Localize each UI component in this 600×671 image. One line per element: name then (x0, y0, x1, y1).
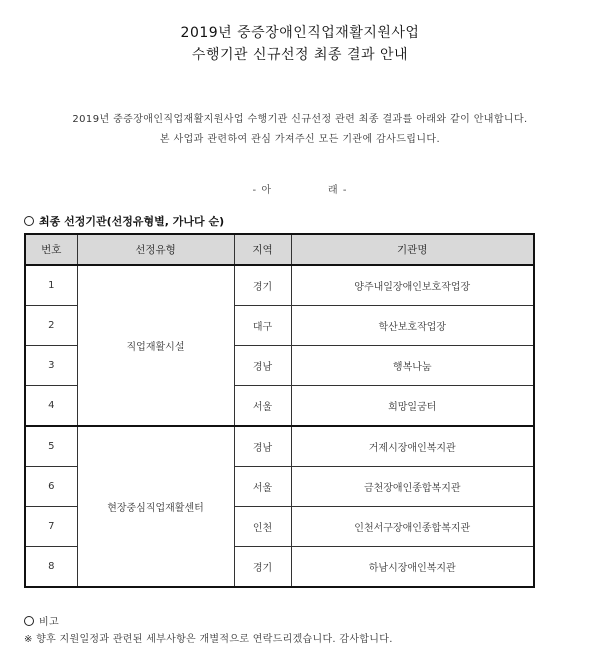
cell-name: 희망일굼터 (291, 386, 534, 427)
below-heading (0, 181, 600, 196)
cell-no: 5 (25, 426, 77, 467)
cell-region: 경남 (234, 346, 291, 386)
notes-heading-label: 비고 (39, 617, 59, 628)
cell-region: 경기 (234, 265, 291, 306)
cell-no: 1 (25, 265, 77, 306)
header-region: 지역 (234, 234, 291, 265)
section-heading (24, 213, 224, 229)
cell-name: 학산보호작업장 (291, 306, 534, 346)
cell-name: 하남시장애인복지관 (291, 547, 534, 588)
cell-no: 7 (25, 507, 77, 547)
notes-text: ※ 향후 지원일정과 관련된 세부사항은 개별적으로 연락드리겠습니다. 감사합니다. (24, 634, 393, 645)
section-title: 최종 선정기관(선정유형별, 가나다 순) (39, 215, 225, 228)
intro-line2: 본 사업과 관련하여 관심 가져주신 모든 기관에 감사드립니다. (159, 134, 441, 145)
cell-region: 서울 (234, 467, 291, 507)
cell-region: 대구 (234, 306, 291, 346)
intro-line1: 2019년 중증장애인직업재활지원사업 수행기관 신규선정 관련 최종 결과를 아래와 같이 안내합니다. (72, 114, 528, 125)
cell-region: 서울 (234, 386, 291, 427)
page-title-line2: 수행기관 신규선정 최종 결과 안내 (191, 47, 409, 63)
table-header-row (25, 234, 534, 265)
cell-region: 경남 (234, 426, 291, 467)
cell-no: 8 (25, 547, 77, 588)
cell-region: 인천 (234, 507, 291, 547)
below-heading-right: 래 - (328, 185, 348, 196)
notes-heading (24, 613, 59, 628)
page-title-line1: 2019년 중증장애인직업재활지원사업 (180, 25, 420, 41)
cell-no: 2 (25, 306, 77, 346)
below-heading-left: - 아 (252, 185, 272, 196)
header-type: 선정유형 (77, 234, 234, 265)
header-no: 번호 (25, 234, 77, 265)
cell-no: 6 (25, 467, 77, 507)
cell-name: 금천장애인종합복지관 (291, 467, 534, 507)
header-name: 기관명 (291, 234, 534, 265)
circle-bullet-icon (24, 216, 34, 226)
cell-region: 경기 (234, 547, 291, 588)
cell-name: 거제시장애인복지관 (291, 426, 534, 467)
cell-type-group-1: 직업재활시설 (77, 265, 234, 426)
table-row (25, 265, 534, 306)
cell-name: 인천서구장애인종합복지관 (291, 507, 534, 547)
selected-institutions-table (24, 233, 535, 588)
cell-name: 양주내일장애인보호작업장 (291, 265, 534, 306)
cell-type-group-2: 현장중심직업재활센터 (77, 426, 234, 587)
cell-no: 4 (25, 386, 77, 427)
table-row (25, 426, 534, 467)
cell-name: 행복나눔 (291, 346, 534, 386)
circle-bullet-icon (24, 616, 34, 626)
cell-no: 3 (25, 346, 77, 386)
